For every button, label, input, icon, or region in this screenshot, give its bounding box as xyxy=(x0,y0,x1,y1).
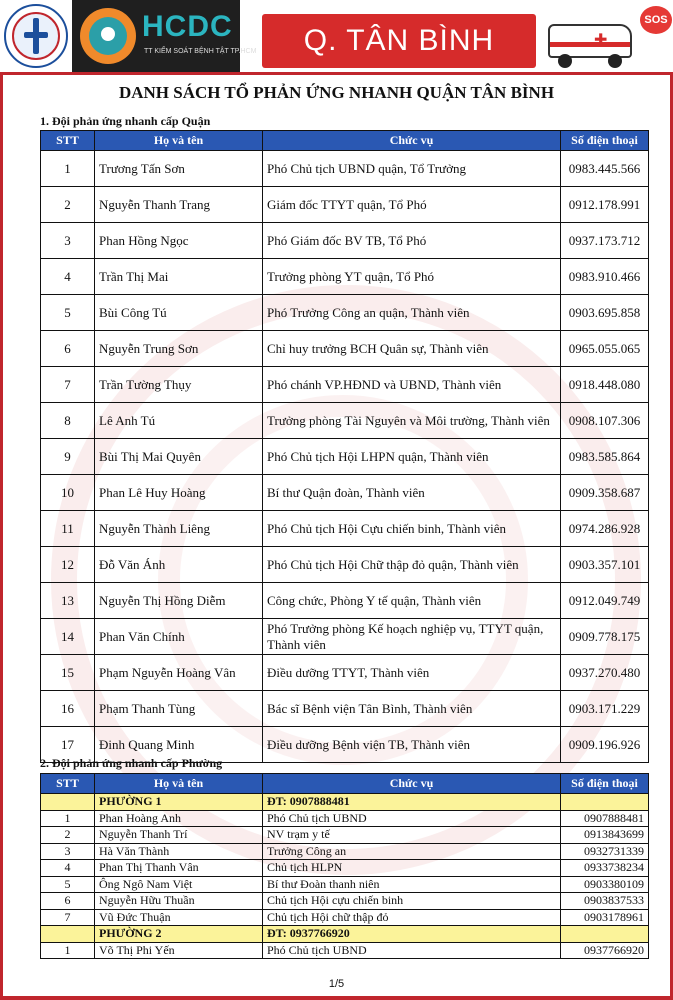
cell-stt: 2 xyxy=(41,827,95,844)
cell-stt: 9 xyxy=(41,439,95,475)
cell-role: Bác sĩ Bệnh viện Tân Bình, Thành viên xyxy=(263,691,561,727)
cell-name: Đỗ Văn Ánh xyxy=(95,547,263,583)
table-row xyxy=(41,475,649,511)
table-header-row xyxy=(41,774,649,794)
cell-name: Phan Hồng Ngọc xyxy=(95,223,263,259)
table-row xyxy=(41,547,649,583)
cell-role: NV trạm y tế xyxy=(263,827,561,844)
cell-role: Phó Chủ tịch UBND quận, Tổ Trưởng xyxy=(263,151,561,187)
cell-name: Trương Tấn Sơn xyxy=(95,151,263,187)
table-row xyxy=(41,151,649,187)
table-row xyxy=(41,876,649,893)
cell-phone: 0983.585.864 xyxy=(561,439,649,475)
cell-role: ĐT: 0937766920 xyxy=(263,926,561,943)
cell-stt: 7 xyxy=(41,367,95,403)
cell-phone: 0903.695.858 xyxy=(561,295,649,331)
cell-role: Phó Giám đốc BV TB, Tổ Phó xyxy=(263,223,561,259)
cell-role: Phó Chủ tịch UBND xyxy=(263,810,561,827)
column-header-name: Họ và tên xyxy=(95,774,263,794)
document-title: DANH SÁCH TỔ PHẢN ỨNG NHANH QUẬN TÂN BÌNH xyxy=(118,83,555,102)
cell-phone: 0908.107.306 xyxy=(561,403,649,439)
cell-phone: 0937.270.480 xyxy=(561,655,649,691)
cell-phone: 0983.910.466 xyxy=(561,259,649,295)
cell-role: Điều dưỡng Bệnh viện TB, Thành viên xyxy=(263,727,561,763)
cell-phone: 0937766920 xyxy=(561,942,649,959)
cell-name: PHƯỜNG 2 xyxy=(95,926,263,943)
cell-stt: 1 xyxy=(41,151,95,187)
cell-phone: 0912.049.749 xyxy=(561,583,649,619)
cell-stt: 17 xyxy=(41,727,95,763)
cell-phone xyxy=(561,926,649,943)
table-row xyxy=(41,223,649,259)
cell-role: Phó Chủ tịch UBND xyxy=(263,942,561,959)
cell-name: Bùi Thị Mai Quyên xyxy=(95,439,263,475)
table-row xyxy=(41,295,649,331)
table-header-row xyxy=(41,131,649,151)
table-row xyxy=(41,187,649,223)
cell-phone: 0909.196.926 xyxy=(561,727,649,763)
cell-role: Chủ tịch Hội chữ thập đỏ xyxy=(263,909,561,926)
sos-badge: SOS xyxy=(640,6,672,34)
district-team-table xyxy=(40,130,649,763)
cell-role: Công chức, Phòng Y tế quận, Thành viên xyxy=(263,583,561,619)
column-header-role: Chức vụ xyxy=(263,774,561,794)
cell-role: Phó Chủ tịch Hội Cựu chiến binh, Thành viên xyxy=(263,511,561,547)
cell-stt: 8 xyxy=(41,403,95,439)
column-header-role: Chức vụ xyxy=(263,131,561,151)
table-row xyxy=(41,511,649,547)
cell-name: PHƯỜNG 1 xyxy=(95,794,263,811)
cell-name: Đinh Quang Minh xyxy=(95,727,263,763)
cell-role: Điều dưỡng TTYT, Thành viên xyxy=(263,655,561,691)
cell-stt: 12 xyxy=(41,547,95,583)
cell-name: Vũ Đức Thuận xyxy=(95,909,263,926)
cell-name: Trần Tường Thụy xyxy=(95,367,263,403)
cell-phone: 0974.286.928 xyxy=(561,511,649,547)
cell-role: Phó chánh VP.HĐND và UBND, Thành viên xyxy=(263,367,561,403)
cell-stt: 1 xyxy=(41,942,95,959)
hcdc-logo-text: HCDC xyxy=(142,10,233,43)
cell-role: Chủ tịch HLPN xyxy=(263,860,561,877)
table-row xyxy=(41,942,649,959)
ward-group-row xyxy=(41,926,649,943)
cell-phone: 0903.357.101 xyxy=(561,547,649,583)
cell-phone: 0909.358.687 xyxy=(561,475,649,511)
health-ministry-logo xyxy=(4,4,68,68)
ward-team-table xyxy=(40,773,649,959)
cell-phone: 0933738234 xyxy=(561,860,649,877)
table-row xyxy=(41,403,649,439)
cell-stt: 2 xyxy=(41,187,95,223)
cell-name: Phạm Nguyễn Hoàng Vân xyxy=(95,655,263,691)
cell-role: Phó Trưởng phòng Kế hoạch nghiệp vụ, TTYT quận, Thành viên xyxy=(263,619,561,655)
cell-stt: 10 xyxy=(41,475,95,511)
cell-name: Lê Anh Tú xyxy=(95,403,263,439)
ward-group-row xyxy=(41,794,649,811)
table-row xyxy=(41,367,649,403)
table-row xyxy=(41,909,649,926)
cell-phone: 0903380109 xyxy=(561,876,649,893)
header xyxy=(0,0,673,74)
cell-name: Phan Văn Chính xyxy=(95,619,263,655)
cell-name: Nguyễn Hữu Thuần xyxy=(95,893,263,910)
cell-stt xyxy=(41,926,95,943)
cell-phone: 0903.171.229 xyxy=(561,691,649,727)
cell-stt: 11 xyxy=(41,511,95,547)
cell-role: Phó Trưởng Công an quận, Thành viên xyxy=(263,295,561,331)
page-number: 1/5 xyxy=(328,978,345,990)
section-heading-district: 1. Đội phản ứng nhanh cấp Quận xyxy=(40,114,211,128)
table-row xyxy=(41,619,649,655)
cell-stt: 4 xyxy=(41,259,95,295)
column-header-stt: STT xyxy=(41,131,95,151)
cell-stt: 4 xyxy=(41,860,95,877)
cell-name: Ông Ngô Nam Việt xyxy=(95,876,263,893)
hcdc-emblem-icon xyxy=(80,8,136,64)
ambulance-icon: ✚ xyxy=(544,12,640,68)
cell-role: Chủ tịch Hội cựu chiến binh xyxy=(263,893,561,910)
cell-role: Bí thư Đoàn thanh niên xyxy=(263,876,561,893)
cell-name: Nguyễn Trung Sơn xyxy=(95,331,263,367)
cell-stt: 14 xyxy=(41,619,95,655)
table-row xyxy=(41,583,649,619)
column-header-name: Họ và tên xyxy=(95,131,263,151)
cell-name: Bùi Công Tú xyxy=(95,295,263,331)
hcdc-logo xyxy=(72,0,257,74)
cell-name: Phan Thị Thanh Vân xyxy=(95,860,263,877)
cell-name: Nguyễn Thanh Trí xyxy=(95,827,263,844)
cell-phone: 0912.178.991 xyxy=(561,187,649,223)
table-row xyxy=(41,810,649,827)
cell-stt: 3 xyxy=(41,223,95,259)
table-row xyxy=(41,827,649,844)
table-row xyxy=(41,843,649,860)
table-row xyxy=(41,331,649,367)
cell-stt: 6 xyxy=(41,331,95,367)
cell-phone: 0983.445.566 xyxy=(561,151,649,187)
cell-stt: 7 xyxy=(41,909,95,926)
column-header-phone: Số điện thoại xyxy=(561,131,649,151)
section-heading-ward: 2. Đội phản ứng nhanh cấp Phường xyxy=(40,756,223,770)
cell-role: Bí thư Quận đoàn, Thành viên xyxy=(263,475,561,511)
table-row xyxy=(41,860,649,877)
cell-name: Phạm Thanh Tùng xyxy=(95,691,263,727)
cell-stt: 1 xyxy=(41,810,95,827)
cell-role: Trưởng phòng Tài Nguyên và Môi trường, Thành viên xyxy=(263,403,561,439)
cell-phone: 0907888481 xyxy=(561,810,649,827)
table-row xyxy=(41,691,649,727)
cell-name: Trần Thị Mai xyxy=(95,259,263,295)
cell-phone: 0913843699 xyxy=(561,827,649,844)
district-banner-text: Q. TÂN BÌNH xyxy=(303,24,495,57)
cell-stt: 13 xyxy=(41,583,95,619)
cell-name: Nguyễn Thị Hồng Diễm xyxy=(95,583,263,619)
cell-phone: 0909.778.175 xyxy=(561,619,649,655)
cell-role: Trưởng Công an xyxy=(263,843,561,860)
cell-role: Trưởng phòng YT quận, Tổ Phó xyxy=(263,259,561,295)
cell-role: ĐT: 0907888481 xyxy=(263,794,561,811)
cell-stt: 6 xyxy=(41,893,95,910)
cell-name: Phan Hoàng Anh xyxy=(95,810,263,827)
district-banner xyxy=(262,14,536,68)
cell-phone: 0903178961 xyxy=(561,909,649,926)
cell-name: Phan Lê Huy Hoàng xyxy=(95,475,263,511)
cell-stt: 3 xyxy=(41,843,95,860)
hcdc-logo-subtitle: TT KIỂM SOÁT BỆNH TẬT TP.HCM xyxy=(144,48,257,55)
cell-name: Võ Thị Phi Yến xyxy=(95,942,263,959)
cell-stt: 5 xyxy=(41,876,95,893)
cell-phone xyxy=(561,794,649,811)
column-header-phone: Số điện thoại xyxy=(561,774,649,794)
cell-stt: 15 xyxy=(41,655,95,691)
table-row xyxy=(41,439,649,475)
cell-name: Nguyễn Thành Liêng xyxy=(95,511,263,547)
cell-stt xyxy=(41,794,95,811)
cell-phone: 0965.055.065 xyxy=(561,331,649,367)
cell-stt: 5 xyxy=(41,295,95,331)
cell-role: Phó Chủ tịch Hội Chữ thập đỏ quận, Thành viên xyxy=(263,547,561,583)
cell-phone: 0903837533 xyxy=(561,893,649,910)
cell-phone: 0937.173.712 xyxy=(561,223,649,259)
cell-stt: 16 xyxy=(41,691,95,727)
cell-phone: 0918.448.080 xyxy=(561,367,649,403)
cell-phone: 0932731339 xyxy=(561,843,649,860)
cell-role: Phó Chủ tịch Hội LHPN quận, Thành viên xyxy=(263,439,561,475)
cell-name: Nguyễn Thanh Trang xyxy=(95,187,263,223)
cell-role: Giám đốc TTYT quận, Tổ Phó xyxy=(263,187,561,223)
table-row xyxy=(41,655,649,691)
column-header-stt: STT xyxy=(41,774,95,794)
cell-role: Chỉ huy trưởng BCH Quân sự, Thành viên xyxy=(263,331,561,367)
table-row xyxy=(41,893,649,910)
cell-name: Hà Văn Thành xyxy=(95,843,263,860)
table-row xyxy=(41,259,649,295)
